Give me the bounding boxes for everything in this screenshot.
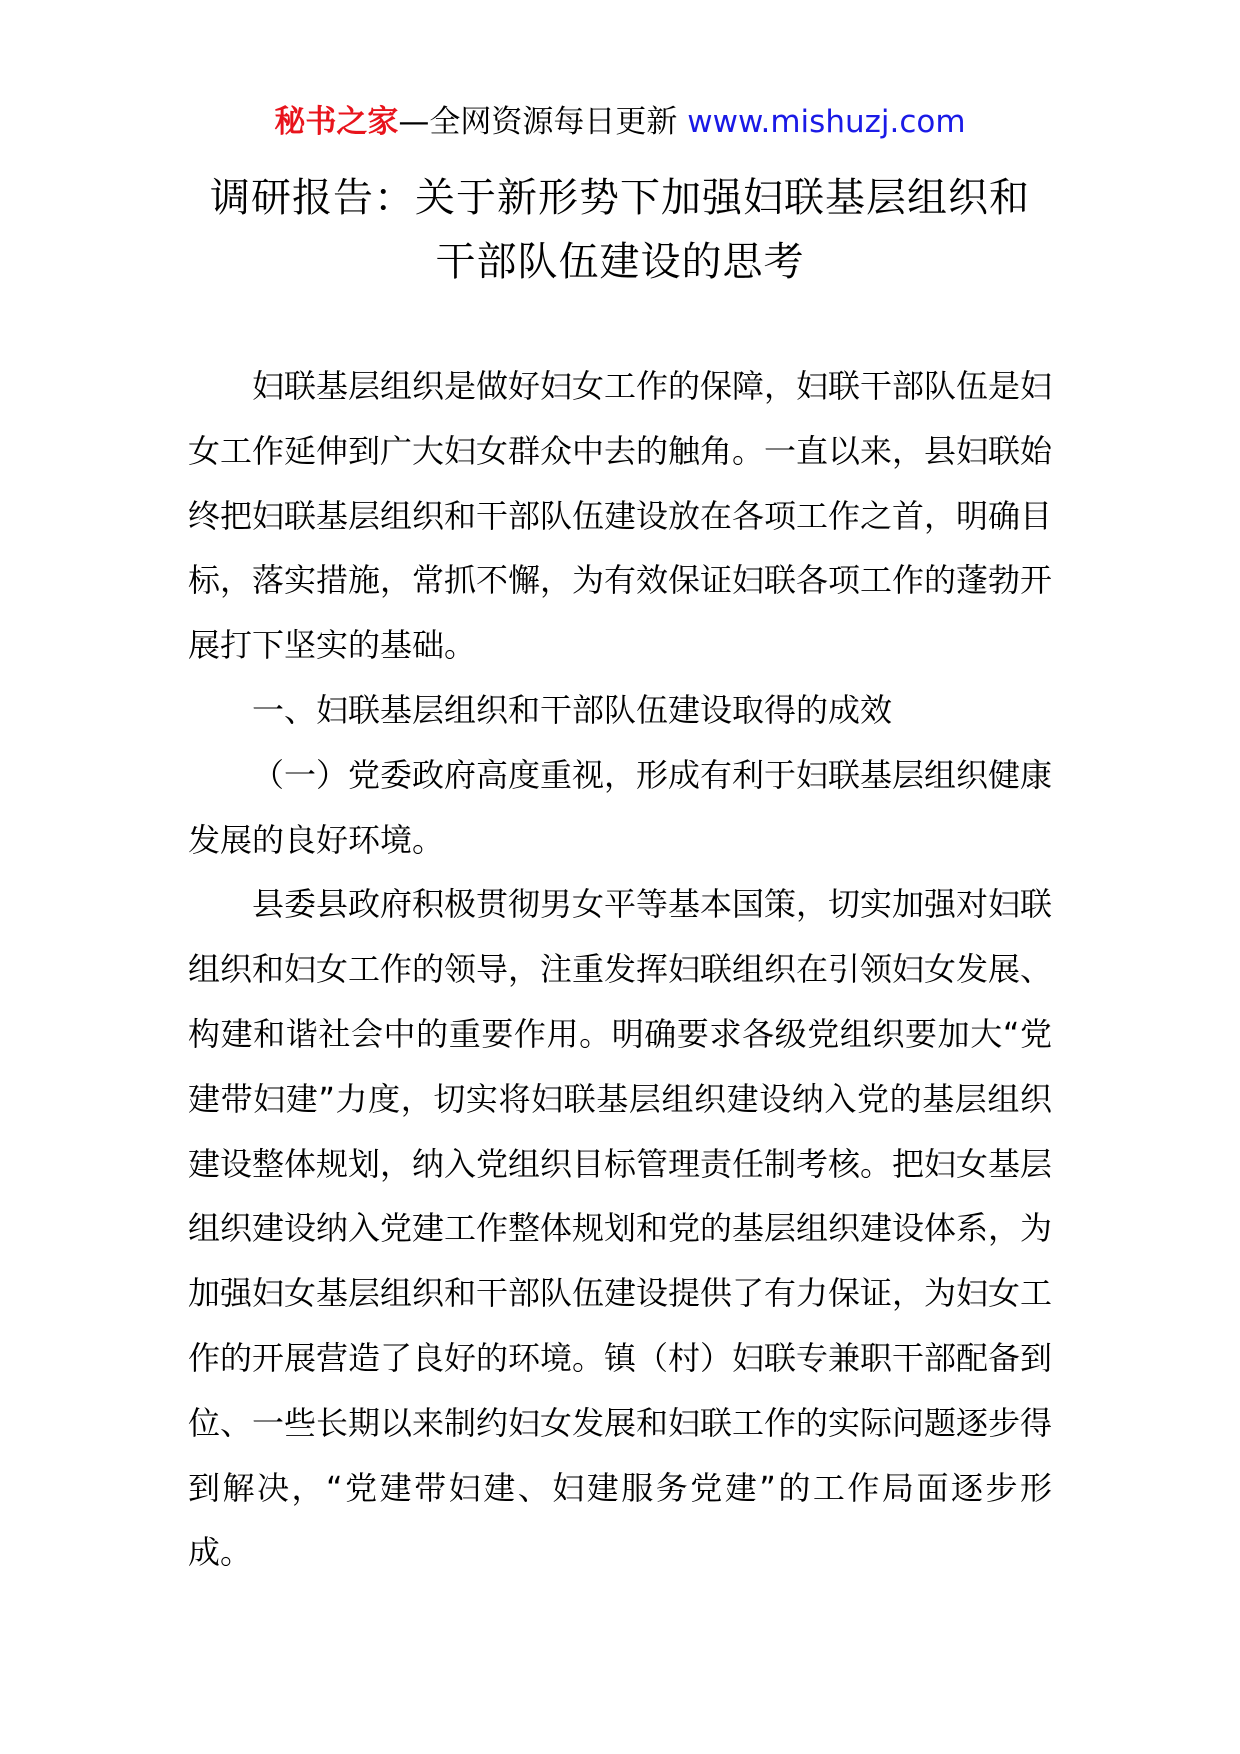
title-line-1: 调研报告：关于新形势下加强妇联基层组织和 bbox=[210, 175, 1030, 221]
paragraph-intro: 妇联基层组织是做好妇女工作的保障，妇联干部队伍是妇女工作延伸到广大妇女群众中去的触角。一直以来，县妇联始终把妇联基层组织和干部队伍建设放在各项工作之首，明确目标，落实措施，常抓不懈，为有效保证妇联各项工作的蓬勃开展打下坚实的基础。 bbox=[188, 367, 1053, 665]
site-header bbox=[0, 100, 1240, 144]
paragraph-body: 县委县政府积极贯彻男女平等基本国策，切实加强对妇联组织和妇女工作的领导，注重发挥妇联组织在引领妇女发展、构建和谐社会中的重要作用。明确要求各级党组织要加大“党建带妇建”力度，切实将妇联基层组织建设纳入党的基层组织建设整体规划，纳入党组织目标管理责任制考核。把妇女基层组织建设纳入党建工作整体规划和党的基层组织建设体系，为加强妇女基层组织和干部队伍建设提供了有力保证，为妇女工作的开展营造了良好的环境。镇（村）妇联专兼职干部配备到位、一些长期以来制约妇女发展和妇联工作的实际问题逐步得到解决，“党建带妇建、妇建服务党建”的工作局面逐步形成。 bbox=[188, 885, 1053, 1572]
site-tagline: —全网资源每日更新 bbox=[398, 104, 678, 140]
section-heading-1: 一、妇联基层组织和干部队伍建设取得的成效 bbox=[252, 690, 893, 729]
site-url-link[interactable]: www.mishuzj.com bbox=[687, 104, 966, 140]
document-body bbox=[188, 354, 1052, 1585]
subsection-heading-1: （一）党委政府高度重视，形成有利于妇联基层组织健康发展的良好环境。 bbox=[188, 755, 1053, 859]
brand-name: 秘书之家 bbox=[274, 104, 399, 140]
title-line-2: 干部队伍建设的思考 bbox=[435, 239, 805, 285]
document-title bbox=[140, 166, 1100, 294]
